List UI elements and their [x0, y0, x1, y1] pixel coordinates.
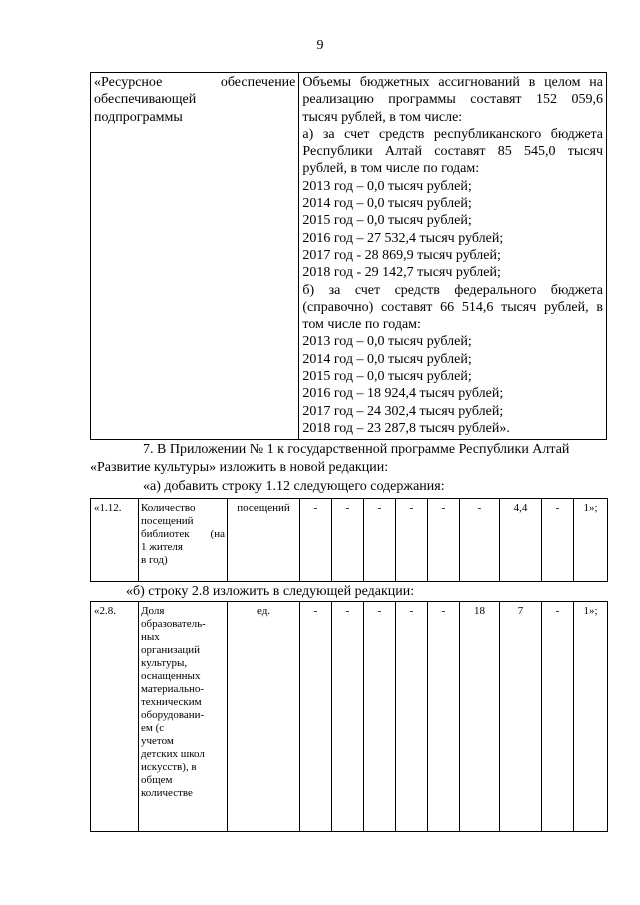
- indicator-name-line: оборудовани-: [141, 709, 205, 721]
- resource-label-line: подпрограммы: [94, 109, 183, 125]
- indicator-name-line: учетом: [141, 735, 174, 747]
- paragraph-a: «а) добавить строку 1.12 следующего содержания:: [143, 479, 445, 494]
- indicator-name-line: искусств), в: [141, 761, 197, 773]
- value-cell: 1»;: [574, 499, 608, 582]
- indicator-name-line: образователь-: [141, 618, 206, 630]
- row-number: «2.8.: [91, 602, 139, 832]
- budget-line: 2015 год – 0,0 тысяч рублей;: [302, 213, 472, 229]
- value-cell: -: [460, 499, 500, 582]
- indicator-table-1-12: [90, 498, 608, 582]
- table-row: [91, 602, 608, 832]
- value-cell: -: [428, 499, 460, 582]
- page-number: 9: [316, 38, 324, 53]
- value-cell: -: [542, 499, 574, 582]
- resource-table: [90, 72, 607, 440]
- budget-line: тысяч рублей, в том числе:: [302, 109, 463, 125]
- table-row: [91, 499, 608, 582]
- paragraph-7-line-2: «Развитие культуры» изложить в новой редакции:: [90, 460, 389, 475]
- value-cell: 7: [500, 602, 542, 832]
- indicator-name-line: 1 жителя: [141, 541, 183, 553]
- budget-line: Республики Алтай составят 85 545,0 тысяч: [302, 144, 603, 160]
- budget-line: 2016 год – 18 924,4 тысяч рублей;: [302, 386, 504, 402]
- value-cell: 1»;: [574, 602, 608, 832]
- indicator-name-line: ных: [141, 631, 160, 643]
- value-cell: -: [396, 499, 428, 582]
- budget-line: 2018 год - 29 142,7 тысяч рублей;: [302, 265, 501, 281]
- indicator-name-line: организаций: [141, 644, 201, 656]
- budget-line: 2015 год – 0,0 тысяч рублей;: [302, 369, 472, 385]
- indicator-name-line: посещений: [141, 515, 194, 527]
- indicator-name-line: техническим: [141, 696, 202, 708]
- value-cell: 4,4: [500, 499, 542, 582]
- resource-table-right-cell: [299, 73, 607, 440]
- indicator-name-line: Количество: [141, 502, 196, 514]
- indicator-name: [139, 602, 228, 832]
- budget-line: 2013 год – 0,0 тысяч рублей;: [302, 334, 472, 350]
- budget-line: 2014 год – 0,0 тысяч рублей;: [302, 196, 472, 212]
- indicator-name: [139, 499, 228, 582]
- resource-label-line: «Ресурсное обеспечение: [94, 75, 296, 90]
- indicator-name-line: материально-: [141, 683, 205, 695]
- budget-line: 2018 год – 23 287,8 тысяч рублей».: [302, 420, 510, 436]
- value-cell: -: [396, 602, 428, 832]
- indicator-name-line: оснащенных: [141, 670, 201, 682]
- indicator-name-line: ем (с: [141, 722, 165, 734]
- value-cell: -: [364, 499, 396, 582]
- indicator-name-line: культуры,: [141, 657, 188, 669]
- row-number: «1.12.: [91, 499, 139, 582]
- budget-line: 2014 год – 0,0 тысяч рублей;: [302, 351, 472, 367]
- indicator-name-line: детских школ: [141, 748, 205, 760]
- value-cell: -: [364, 602, 396, 832]
- budget-line: 2017 год - 28 869,9 тысяч рублей;: [302, 247, 501, 263]
- value-cell: -: [332, 499, 364, 582]
- unit-cell: посещений: [228, 499, 300, 582]
- paragraph-b: «б) строку 2.8 изложить в следующей редакции:: [126, 584, 415, 599]
- indicator-table-2-8: [90, 601, 608, 832]
- indicator-name-line: в год): [141, 554, 168, 566]
- resource-table-left-cell: [91, 73, 299, 440]
- paragraph-7-line-1: 7. В Приложении № 1 к государственной программе Республики Алтай: [143, 442, 570, 457]
- budget-line: а) за счет средств республиканского бюджета: [302, 126, 603, 142]
- budget-line: (справочно) составят 66 514,6 тысяч рублей, в: [302, 299, 603, 315]
- indicator-name-line: общем: [141, 774, 173, 786]
- budget-line: том числе по годам:: [302, 317, 421, 333]
- indicator-name-line: Доля: [141, 605, 165, 617]
- unit-cell: ед.: [228, 602, 300, 832]
- budget-line: 2016 год – 27 532,4 тысяч рублей;: [302, 230, 504, 246]
- value-cell: -: [428, 602, 460, 832]
- value-cell: 18: [460, 602, 500, 832]
- resource-label-line: обеспечивающей: [94, 92, 197, 108]
- budget-line: рублей, в том числе по годам:: [302, 161, 480, 177]
- value-cell: -: [332, 602, 364, 832]
- indicator-name-line: библиотек (на: [141, 528, 225, 540]
- budget-line: реализацию программы составят 152 059,6: [302, 92, 603, 108]
- value-cell: -: [542, 602, 574, 832]
- budget-line: 2017 год – 24 302,4 тысяч рублей;: [302, 403, 504, 419]
- budget-line: Объемы бюджетных ассигнований в целом на: [302, 75, 603, 90]
- indicator-name-line: количестве: [141, 787, 193, 799]
- value-cell: -: [300, 499, 332, 582]
- budget-line: б) за счет средств федерального бюджета: [302, 282, 603, 298]
- value-cell: -: [300, 602, 332, 832]
- budget-line: 2013 год – 0,0 тысяч рублей;: [302, 178, 472, 194]
